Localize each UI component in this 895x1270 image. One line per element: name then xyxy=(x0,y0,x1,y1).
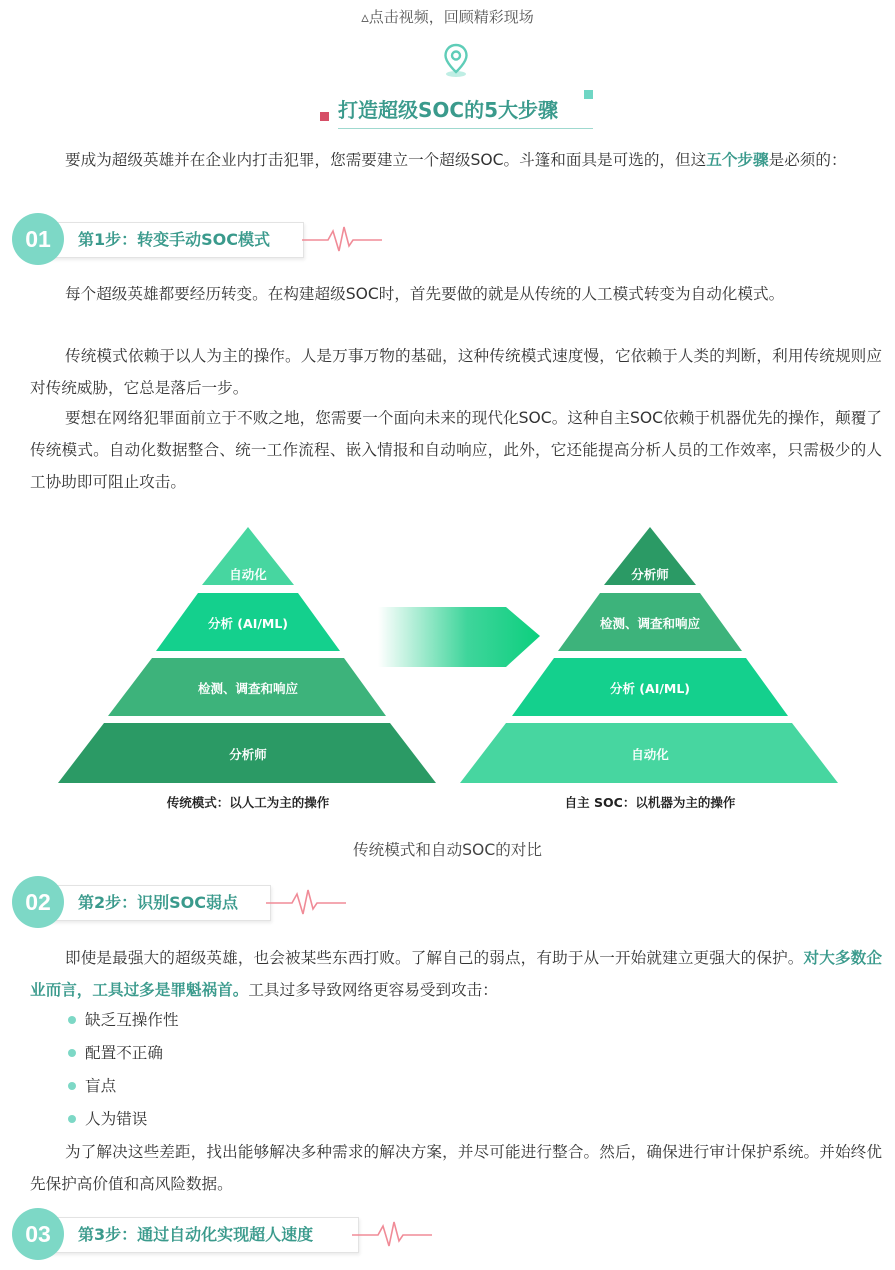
step2-paragraph xyxy=(30,942,882,1006)
left-level-label-4: 分析师 xyxy=(229,747,267,762)
left-level-label-1: 自动化 xyxy=(229,567,267,582)
step2-closing-paragraph: 为了解决这些差距，找出能够解决多种需求的解决方案，并尽可能进行整合。然后，确保进行审计保护系统。并始终优先保护高价值和高风险数据。 xyxy=(30,1143,882,1193)
figure-caption: 传统模式和自动SOC的对比 xyxy=(353,841,542,859)
red-square-decoration xyxy=(320,112,329,121)
left-pyramid-caption: 传统模式：以人工为主的操作 xyxy=(166,795,330,810)
step-number-badge: 01 xyxy=(12,213,64,265)
list-item-text: 盲点 xyxy=(85,1077,117,1095)
list-item xyxy=(68,1070,116,1102)
right-level-label-2: 检测、调查和响应 xyxy=(599,616,701,631)
bullet-dot xyxy=(68,1016,76,1024)
heartbeat-pulse-icon xyxy=(302,223,382,257)
teal-square-decoration xyxy=(584,90,593,99)
step1-paragraph-3: 要想在网络犯罪面前立于不败之地，您需要一个面向未来的现代化SOC。这种自主SOC依赖于机器优先的操作，颠覆了传统模式。自动化数据整合、统一工作流程、嵌入情报和自动响应，此外，它还能提高分析人员的工作效率，只需极少的人工协助即可阻止攻击。 xyxy=(30,409,882,491)
bullet-dot xyxy=(68,1082,76,1090)
step-number-badge: 03 xyxy=(12,1208,64,1260)
step2-text: 即使是最强大的超级英雄，也会被某些东西打败。了解自己的弱点，有助于从一开始就建立更强大的保护。 xyxy=(65,949,804,967)
list-item xyxy=(68,1037,163,1069)
left-level-label-3: 检测、调查和响应 xyxy=(197,681,299,696)
right-level-label-3: 分析 (AI/ML) xyxy=(609,681,691,696)
step-header-3 xyxy=(12,1208,392,1264)
step1-paragraph-2: 传统模式依赖于以人为主的操作。人是万事万物的基础，这种传统模式速度慢，它依赖于人类的判断，利用传统规则应对传统威胁，它总是落后一步。 xyxy=(30,347,882,397)
step2-text-end: 工具过多导致网络更容易受到攻击： xyxy=(248,981,498,999)
soc-comparison-figure xyxy=(0,515,895,825)
list-item-text: 人为错误 xyxy=(85,1110,148,1128)
transition-arrow xyxy=(378,607,540,667)
right-level-label-4: 自动化 xyxy=(631,747,669,762)
step-header-2 xyxy=(12,876,392,932)
section-title xyxy=(318,88,593,132)
intro-text-end: 是必须的： xyxy=(768,151,847,169)
title-underline xyxy=(338,128,593,129)
list-item-text: 缺乏互操作性 xyxy=(85,1011,179,1029)
list-item-text: 配置不正确 xyxy=(85,1044,163,1062)
step-title: 第1步：转变手动SOC模式 xyxy=(78,230,271,249)
heartbeat-pulse-icon xyxy=(266,886,346,920)
left-level-label-2: 分析 (AI/ML) xyxy=(207,616,289,631)
traditional-pyramid xyxy=(58,527,436,810)
step-number-badge: 02 xyxy=(12,876,64,928)
step-header-1 xyxy=(12,213,392,269)
step2-highlight: 对大多数企业而言，工具过多是罪魁祸首。 xyxy=(30,949,882,999)
video-caption[interactable]: ▵点击视频，回顾精彩现场 xyxy=(361,8,534,26)
location-pin-icon xyxy=(441,42,471,82)
intro-highlight: 五个步骤 xyxy=(706,151,769,169)
right-level-label-1: 分析师 xyxy=(631,567,669,582)
step-title: 第3步：通过自动化实现超人速度 xyxy=(78,1225,314,1244)
bullet-dot xyxy=(68,1049,76,1057)
intro-text: 要成为超级英雄并在企业内打击犯罪，您需要建立一个超级SOC。斗篷和面具是可选的，但这 xyxy=(65,151,707,169)
heartbeat-pulse-icon xyxy=(352,1218,432,1252)
list-item xyxy=(68,1103,147,1135)
step1-paragraph-1: 每个超级英雄都要经历转变。在构建超级SOC时，首先要做的就是从传统的人工模式转变为自动化模式。 xyxy=(65,285,785,303)
page-title: 打造超级SOC的5大步骤 xyxy=(338,98,558,122)
list-item xyxy=(68,1004,179,1036)
autonomous-pyramid xyxy=(460,527,838,810)
step-title: 第2步：识别SOC弱点 xyxy=(78,893,239,912)
intro-paragraph xyxy=(30,144,882,176)
bullet-dot xyxy=(68,1115,76,1123)
right-pyramid-caption: 自主 SOC：以机器为主的操作 xyxy=(564,795,736,810)
